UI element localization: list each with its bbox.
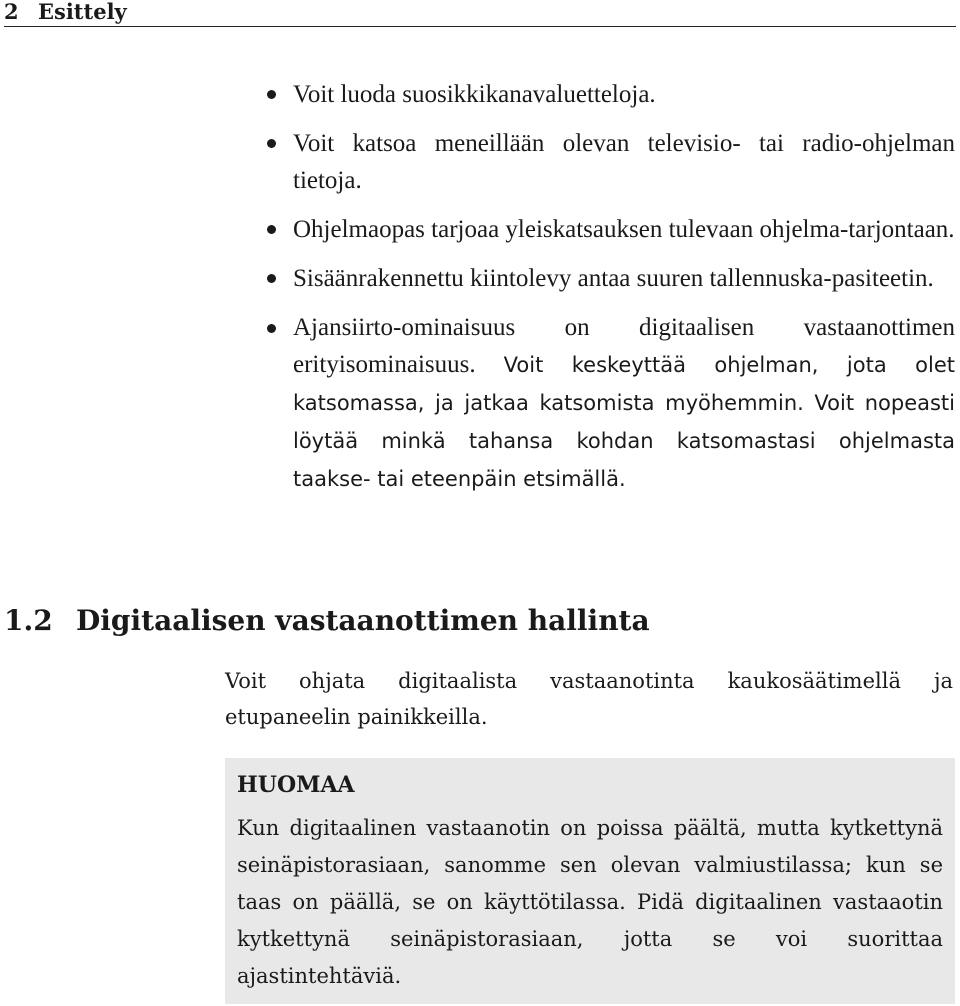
list-item (293, 125, 955, 199)
note-title: HUOMAA (237, 772, 355, 798)
page-header (4, 0, 956, 27)
list-item (293, 309, 955, 498)
bullet-icon (267, 90, 276, 99)
page-number: 2 (4, 0, 19, 24)
bullet-icon (267, 324, 276, 333)
feature-list (293, 76, 955, 510)
section-heading (4, 601, 650, 641)
list-item (293, 76, 955, 113)
section-intro: Voit ohjata digitaalista vastaanotinta kaukosäätimellä ja etupaneelin painikkeilla. (225, 669, 953, 729)
bullet-icon (267, 139, 276, 148)
list-item-text: Ohjelmaopas tarjoaa yleiskatsauksen tulevaan ohjelma-tarjontaan. (293, 216, 955, 243)
list-item-text: Voit katsoa meneillään olevan televisio- tai radio-ohjelman tietoja. (293, 130, 955, 194)
list-item-text: Voit luoda suosikkikanavaluetteloja. (293, 81, 656, 108)
chapter-title: Esittely (38, 0, 127, 24)
list-item-detail: Voit keskeyttää ohjelman, jota olet katsomassa, ja jatkaa katsomista myöhemmin. Voit nopeasti löytää minkä tahansa kohdan katsomastasi ohjelmasta taakse- tai eteenpäin etsimällä. (293, 353, 955, 491)
bullet-icon (267, 274, 276, 283)
list-item (293, 211, 955, 248)
section-number: 1.2 (4, 604, 53, 637)
note-box (225, 758, 955, 1004)
list-item-text: Sisäänrakennettu kiintolevy antaa suuren tallennuska-pasiteetin. (293, 265, 934, 292)
bullet-icon (267, 225, 276, 234)
note-text: Kun digitaalinen vastaanotin on poissa päältä, mutta kytkettynä seinäpistorasiaan, sanomme sen olevan valmiustilassa; kun se taas on päällä, se on käyttötilassa. Pidä digitaalinen vastaaotin kytkettynä seinäpistorasiaan, jotta se voi suorittaa ajastintehtäviä. (237, 816, 943, 988)
section-title: Digitaalisen vastaanottimen hallinta (76, 604, 650, 637)
list-item-text: Ajansiirto-ominaisuus on digitaalisen vastaanottimen erityisominaisuus. (293, 314, 955, 378)
list-item (293, 260, 955, 297)
